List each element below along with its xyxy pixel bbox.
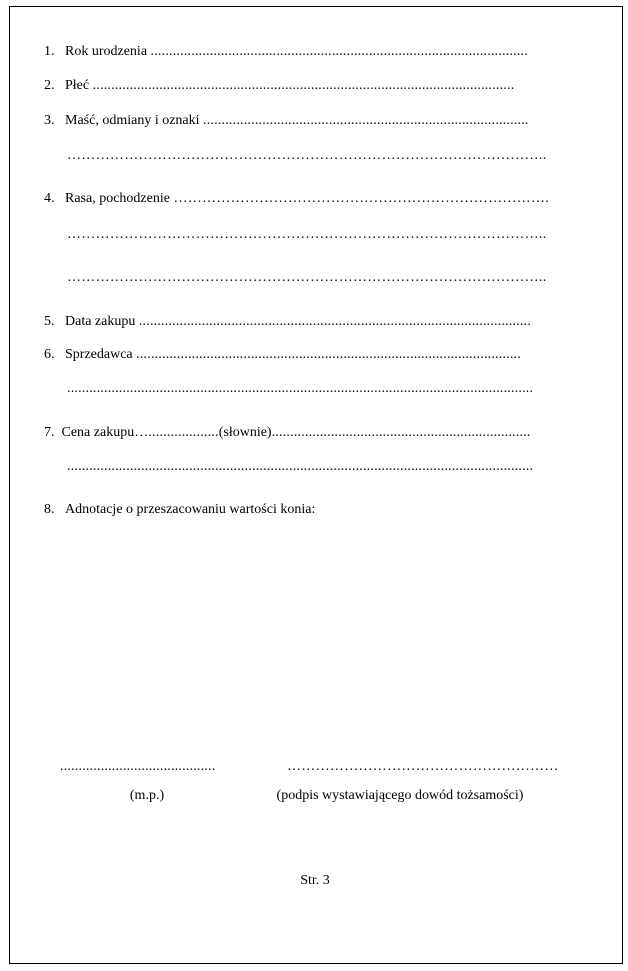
- item-number: 5.: [44, 314, 55, 329]
- item-year-of-birth: [44, 44, 528, 60]
- stamp-caption: (m.p.): [129, 788, 165, 803]
- item-label: Adnotacje o przeszacowaniu wartości konia:: [65, 502, 316, 517]
- item-purchase-price: [44, 425, 531, 441]
- signature-dots[interactable]: …………………………………………………: [287, 759, 559, 774]
- item-breed-origin: [44, 191, 549, 207]
- item-seller-continuation: [67, 381, 533, 397]
- item-color-markings: [44, 113, 529, 129]
- fill-line[interactable]: ........................................................................................: [203, 113, 529, 128]
- item-number: 6.: [44, 347, 55, 362]
- item-purchase-price-continuation: [67, 459, 533, 475]
- fill-line[interactable]: ………………………………………………………………………………………..: [67, 227, 547, 242]
- fill-line[interactable]: ......................................................................................................: [150, 44, 528, 59]
- item-label: Cena zakupu: [61, 425, 135, 440]
- fill-line[interactable]: …………………………………………………………………….: [173, 191, 550, 206]
- item-seller: [44, 347, 521, 363]
- fill-line[interactable]: ..................................................................................................................: [92, 78, 515, 93]
- in-words-label: (słownie): [218, 425, 272, 440]
- fill-line-in-words[interactable]: ......................................................................: [271, 425, 531, 440]
- item-sex: [44, 78, 514, 94]
- item-number: 7.: [44, 425, 55, 440]
- item-label: Maść, odmiany i oznaki: [65, 113, 200, 128]
- item-label: Płeć: [65, 78, 90, 93]
- item-label: Rasa, pochodzenie: [65, 191, 170, 206]
- signature-caption: (podpis wystawiającego dowód tożsamości): [276, 788, 524, 803]
- fill-line[interactable]: ..............................................................................................................................: [67, 459, 534, 474]
- item-breed-origin-continuation-1: [67, 227, 547, 243]
- item-number: 8.: [44, 502, 55, 517]
- fill-line-amount[interactable]: …...................: [134, 425, 219, 440]
- item-purchase-date: [44, 314, 531, 330]
- stamp-dots[interactable]: ..........................................: [60, 759, 216, 774]
- stamp-line[interactable]: [60, 759, 215, 775]
- item-number: 1.: [44, 44, 55, 59]
- item-color-markings-continuation: [67, 148, 547, 164]
- item-label: Sprzedawca: [65, 347, 133, 362]
- fill-line[interactable]: ………………………………………………………………………………………..: [67, 270, 547, 285]
- item-number: 4.: [44, 191, 55, 206]
- page-number: Str. 3: [300, 873, 330, 888]
- fill-line[interactable]: ..........................................................................................................: [138, 314, 532, 329]
- item-revaluation-notes: [44, 502, 315, 518]
- signature-line[interactable]: [287, 759, 559, 775]
- fill-line[interactable]: ..............................................................................................................................: [67, 381, 534, 396]
- item-number: 3.: [44, 113, 55, 128]
- item-label: Rok urodzenia: [65, 44, 148, 59]
- item-number: 2.: [44, 78, 55, 93]
- fill-line[interactable]: ........................................................................................................: [136, 347, 521, 362]
- item-label: Data zakupu: [65, 314, 136, 329]
- item-breed-origin-continuation-2: [67, 270, 547, 286]
- fill-line[interactable]: ………………………………………………………………………………………..: [67, 148, 547, 163]
